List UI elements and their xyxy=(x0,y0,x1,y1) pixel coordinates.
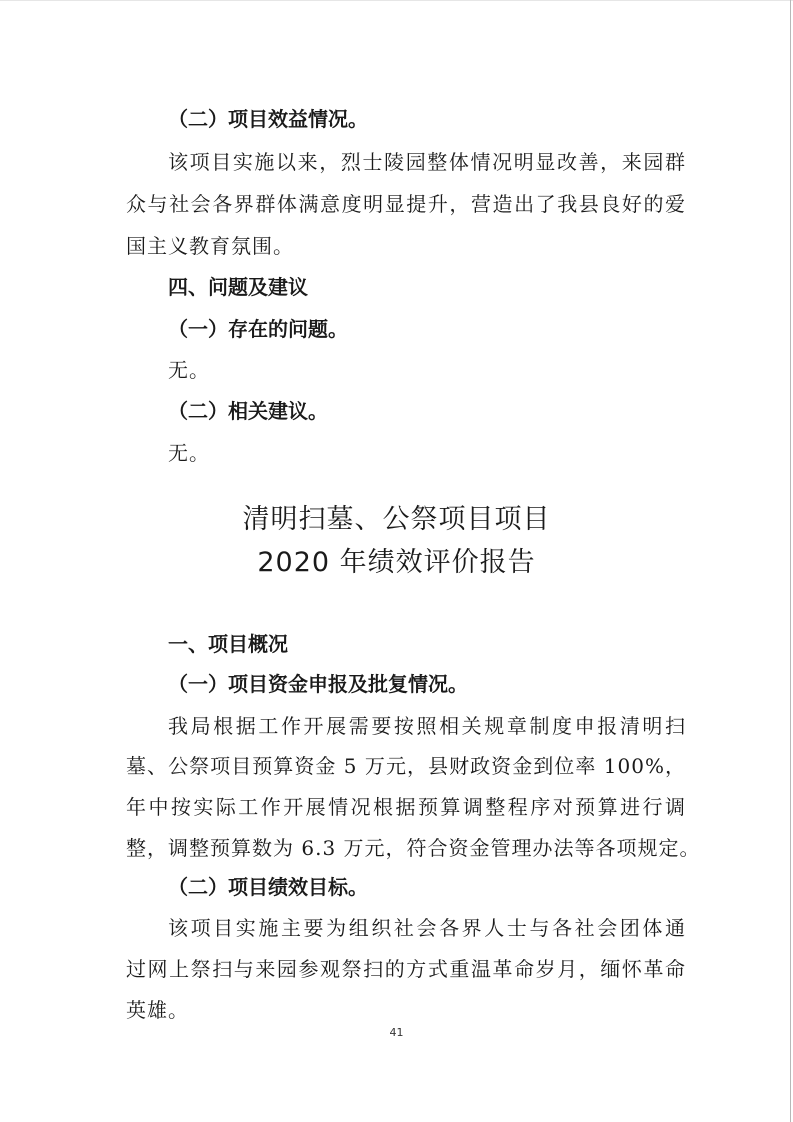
funds-para-line-2: 墓、公祭项目预算资金 5 万元，县财政资金到位率 100%， xyxy=(126,754,686,778)
goals-para-line-1: 该项目实施主要为组织社会各界人士与各社会团体通 xyxy=(168,916,686,940)
page-number: 41 xyxy=(389,1026,404,1039)
page-top-edge xyxy=(0,0,793,1)
issues-sub1-heading: （一）存在的问题。 xyxy=(168,317,348,341)
funds-para-line-4: 整，调整预算数为 6.3 万元，符合资金管理办法等各项规定。 xyxy=(126,836,701,860)
funds-heading: （一）项目资金申报及批复情况。 xyxy=(168,672,468,696)
benefit-para-line-2: 众与社会各界群体满意度明显提升，营造出了我县良好的爱 xyxy=(126,192,686,216)
funds-para-line-3: 年中按实际工作开展情况根据预算调整程序对预算进行调 xyxy=(126,795,686,819)
issues-heading: 四、问题及建议 xyxy=(168,275,308,299)
overview-heading: 一、项目概况 xyxy=(168,632,288,656)
goals-para-line-3: 英雄。 xyxy=(126,998,189,1022)
goals-heading: （二）项目绩效目标。 xyxy=(168,875,368,899)
report-title-line-2: 2020 年绩效评价报告 xyxy=(257,547,536,578)
benefit-para-line-1: 该项目实施以来，烈士陵园整体情况明显改善，来园群 xyxy=(168,150,686,174)
goals-para-line-2: 过网上祭扫与来园参观祭扫的方式重温革命岁月，缅怀革命 xyxy=(126,957,686,981)
issues-sub2-heading: （二）相关建议。 xyxy=(168,399,328,423)
benefit-heading: （二）项目效益情况。 xyxy=(168,107,368,131)
funds-para-line-1: 我局根据工作开展需要按照相关规章制度申报清明扫 xyxy=(168,714,686,738)
report-title-line-1: 清明扫墓、公祭项目项目 xyxy=(242,504,551,535)
issues-sub2-text: 无。 xyxy=(168,441,210,465)
benefit-para-line-3: 国主义教育氛围。 xyxy=(126,234,294,258)
issues-sub1-text: 无。 xyxy=(168,358,210,382)
